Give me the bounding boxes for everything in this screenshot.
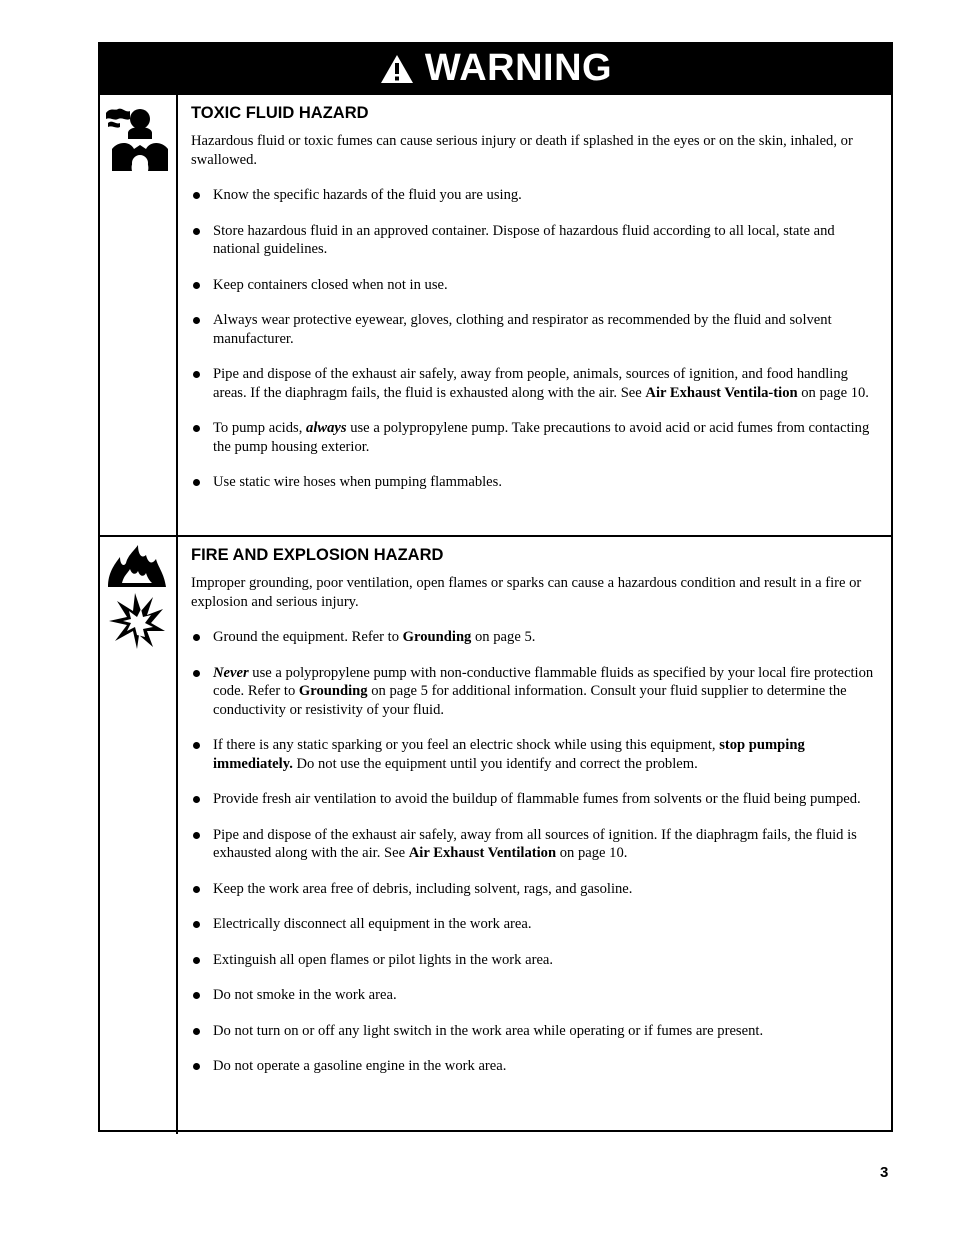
toxic-fluid-section — [100, 95, 891, 535]
list-item-text: Know the specific hazards of the fluid you are using. — [213, 187, 522, 203]
list-item — [191, 1022, 883, 1041]
bullet-icon — [193, 479, 200, 486]
list-item — [191, 222, 883, 259]
cross-reference: Air Exhaust Ventilation — [408, 845, 557, 861]
list-item-text: Pipe and dispose of the exhaust air safely, away from people, animals, sources of ignition, and food handling areas. If the diaphragm fails, the fluid is exhausted along with the air. See — [213, 366, 848, 401]
list-item-text: Do not turn on or off any light switch in the work area while operating or if fumes are present. — [213, 1022, 764, 1039]
fire-heading: FIRE AND EXPLOSION HAZARD — [191, 546, 444, 564]
toxic-icon-column — [100, 95, 178, 535]
bullet-icon — [193, 192, 200, 199]
fire-intro: Improper grounding, poor ventilation, open flames or sparks can cause a hazardous condition and result in a fire or explosion and serious injury. — [191, 575, 862, 610]
bullet-icon — [193, 992, 200, 999]
emphasis: always — [306, 420, 347, 436]
bullet-icon — [193, 425, 200, 432]
list-item-text: Always wear protective eyewear, gloves, clothing and respirator as recommended by the fluid and solvent manufacturer. — [213, 312, 832, 347]
list-item-text: Do not smoke in the work area. — [213, 987, 397, 1003]
list-item — [191, 880, 883, 899]
fire-icon — [106, 543, 168, 589]
banner-title: WARNING — [424, 47, 613, 89]
list-item-text: use a polypropylene pump with non-conductive flammable fluids as specified by your local fire protection code. Refer to — [213, 664, 874, 699]
cross-reference: Air Exhaust Ventila-tion — [645, 384, 798, 401]
toxic-content — [178, 95, 891, 535]
list-item-text: To pump acids, — [213, 420, 307, 436]
list-item-text: on page 10. — [797, 384, 869, 401]
list-item — [191, 986, 883, 1005]
list-item — [191, 186, 883, 205]
list-item — [191, 951, 883, 970]
list-item — [191, 419, 883, 456]
list-item — [191, 736, 883, 773]
list-item-text: Pipe and dispose of the exhaust air safely, away from all sources of ignition. If the diaphragm fails, the fluid is exhausted along with the air. See — [213, 826, 857, 861]
warning-triangle-icon — [379, 53, 415, 85]
bullet-icon — [193, 832, 200, 839]
list-item-text: use a polypropylene pump. Take precautions to avoid acid or acid fumes from contacting the pump housing exterior. — [213, 420, 870, 455]
emphasis: stop pumping immediately. — [213, 737, 805, 772]
fire-explosion-section — [100, 535, 891, 1134]
list-item-text: Extinguish all open flames or pilot lights in the work area. — [213, 951, 554, 968]
list-item-text: Use static wire hoses when pumping flammables. — [213, 474, 502, 490]
list-item — [191, 1057, 883, 1076]
list-item — [191, 311, 883, 348]
list-item-text: Do not use the equipment until you identify and correct the problem. — [292, 755, 698, 772]
toxic-bullet-list — [191, 186, 883, 492]
list-item — [191, 473, 883, 492]
bullet-icon — [193, 886, 200, 893]
list-item — [191, 664, 883, 720]
list-item-text: Ground the equipment. Refer to — [213, 629, 403, 645]
list-item — [191, 276, 883, 295]
page-number: 3 — [880, 1164, 889, 1181]
bullet-icon — [193, 634, 200, 641]
list-item — [191, 628, 883, 647]
list-item-text: Keep the work area free of debris, including solvent, rags, and gasoline. — [213, 880, 633, 897]
toxic-intro: Hazardous fluid or toxic fumes can cause serious injury or death if splashed in the eyes or on the skin, inhaled, or swallowed. — [191, 133, 853, 168]
list-item-text: Provide fresh air ventilation to avoid the buildup of flammable fumes from solvents or the fluid being pumped. — [213, 791, 861, 807]
toxic-heading: TOXIC FLUID HAZARD — [191, 104, 369, 122]
list-item-text: If there is any static sparking or you feel an electric shock while using this equipment, — [213, 737, 720, 753]
bullet-icon — [193, 228, 200, 235]
warning-banner — [100, 44, 891, 95]
warning-panel — [98, 42, 893, 1132]
bullet-icon — [193, 921, 200, 928]
explosion-icon — [109, 591, 165, 651]
list-item-text: Electrically disconnect all equipment in the work area. — [213, 916, 532, 932]
toxic-fumes-icon — [104, 105, 172, 173]
bullet-icon — [193, 796, 200, 803]
bullet-icon — [193, 1063, 200, 1070]
list-item — [191, 826, 883, 863]
emphasis: Never — [213, 664, 249, 681]
list-item-text: Store hazardous fluid in an approved container. Dispose of hazardous fluid according to all local, state and national guidelines. — [213, 222, 835, 257]
list-item-text: Keep containers closed when not in use. — [213, 276, 448, 293]
bullet-icon — [193, 371, 200, 378]
list-item-text: on page 5 for additional information. Consult your fluid supplier to determine the conductivity or resistivity of your fluid. — [213, 683, 847, 718]
fire-icon-column — [100, 537, 178, 1134]
list-item-text: on page 10. — [556, 845, 628, 861]
list-item — [191, 915, 883, 934]
bullet-icon — [193, 742, 200, 749]
cross-reference: Grounding — [298, 683, 368, 699]
bullet-icon — [193, 957, 200, 964]
bullet-icon — [193, 282, 200, 289]
list-item — [191, 365, 883, 402]
bullet-icon — [193, 1028, 200, 1035]
fire-content — [178, 537, 891, 1134]
fire-bullet-list — [191, 628, 883, 1076]
bullet-icon — [193, 317, 200, 324]
bullet-icon — [193, 670, 200, 677]
cross-reference: Grounding — [402, 629, 472, 645]
list-item-text: Do not operate a gasoline engine in the work area. — [213, 1058, 507, 1074]
list-item-text: on page 5. — [471, 629, 536, 645]
list-item — [191, 790, 883, 809]
